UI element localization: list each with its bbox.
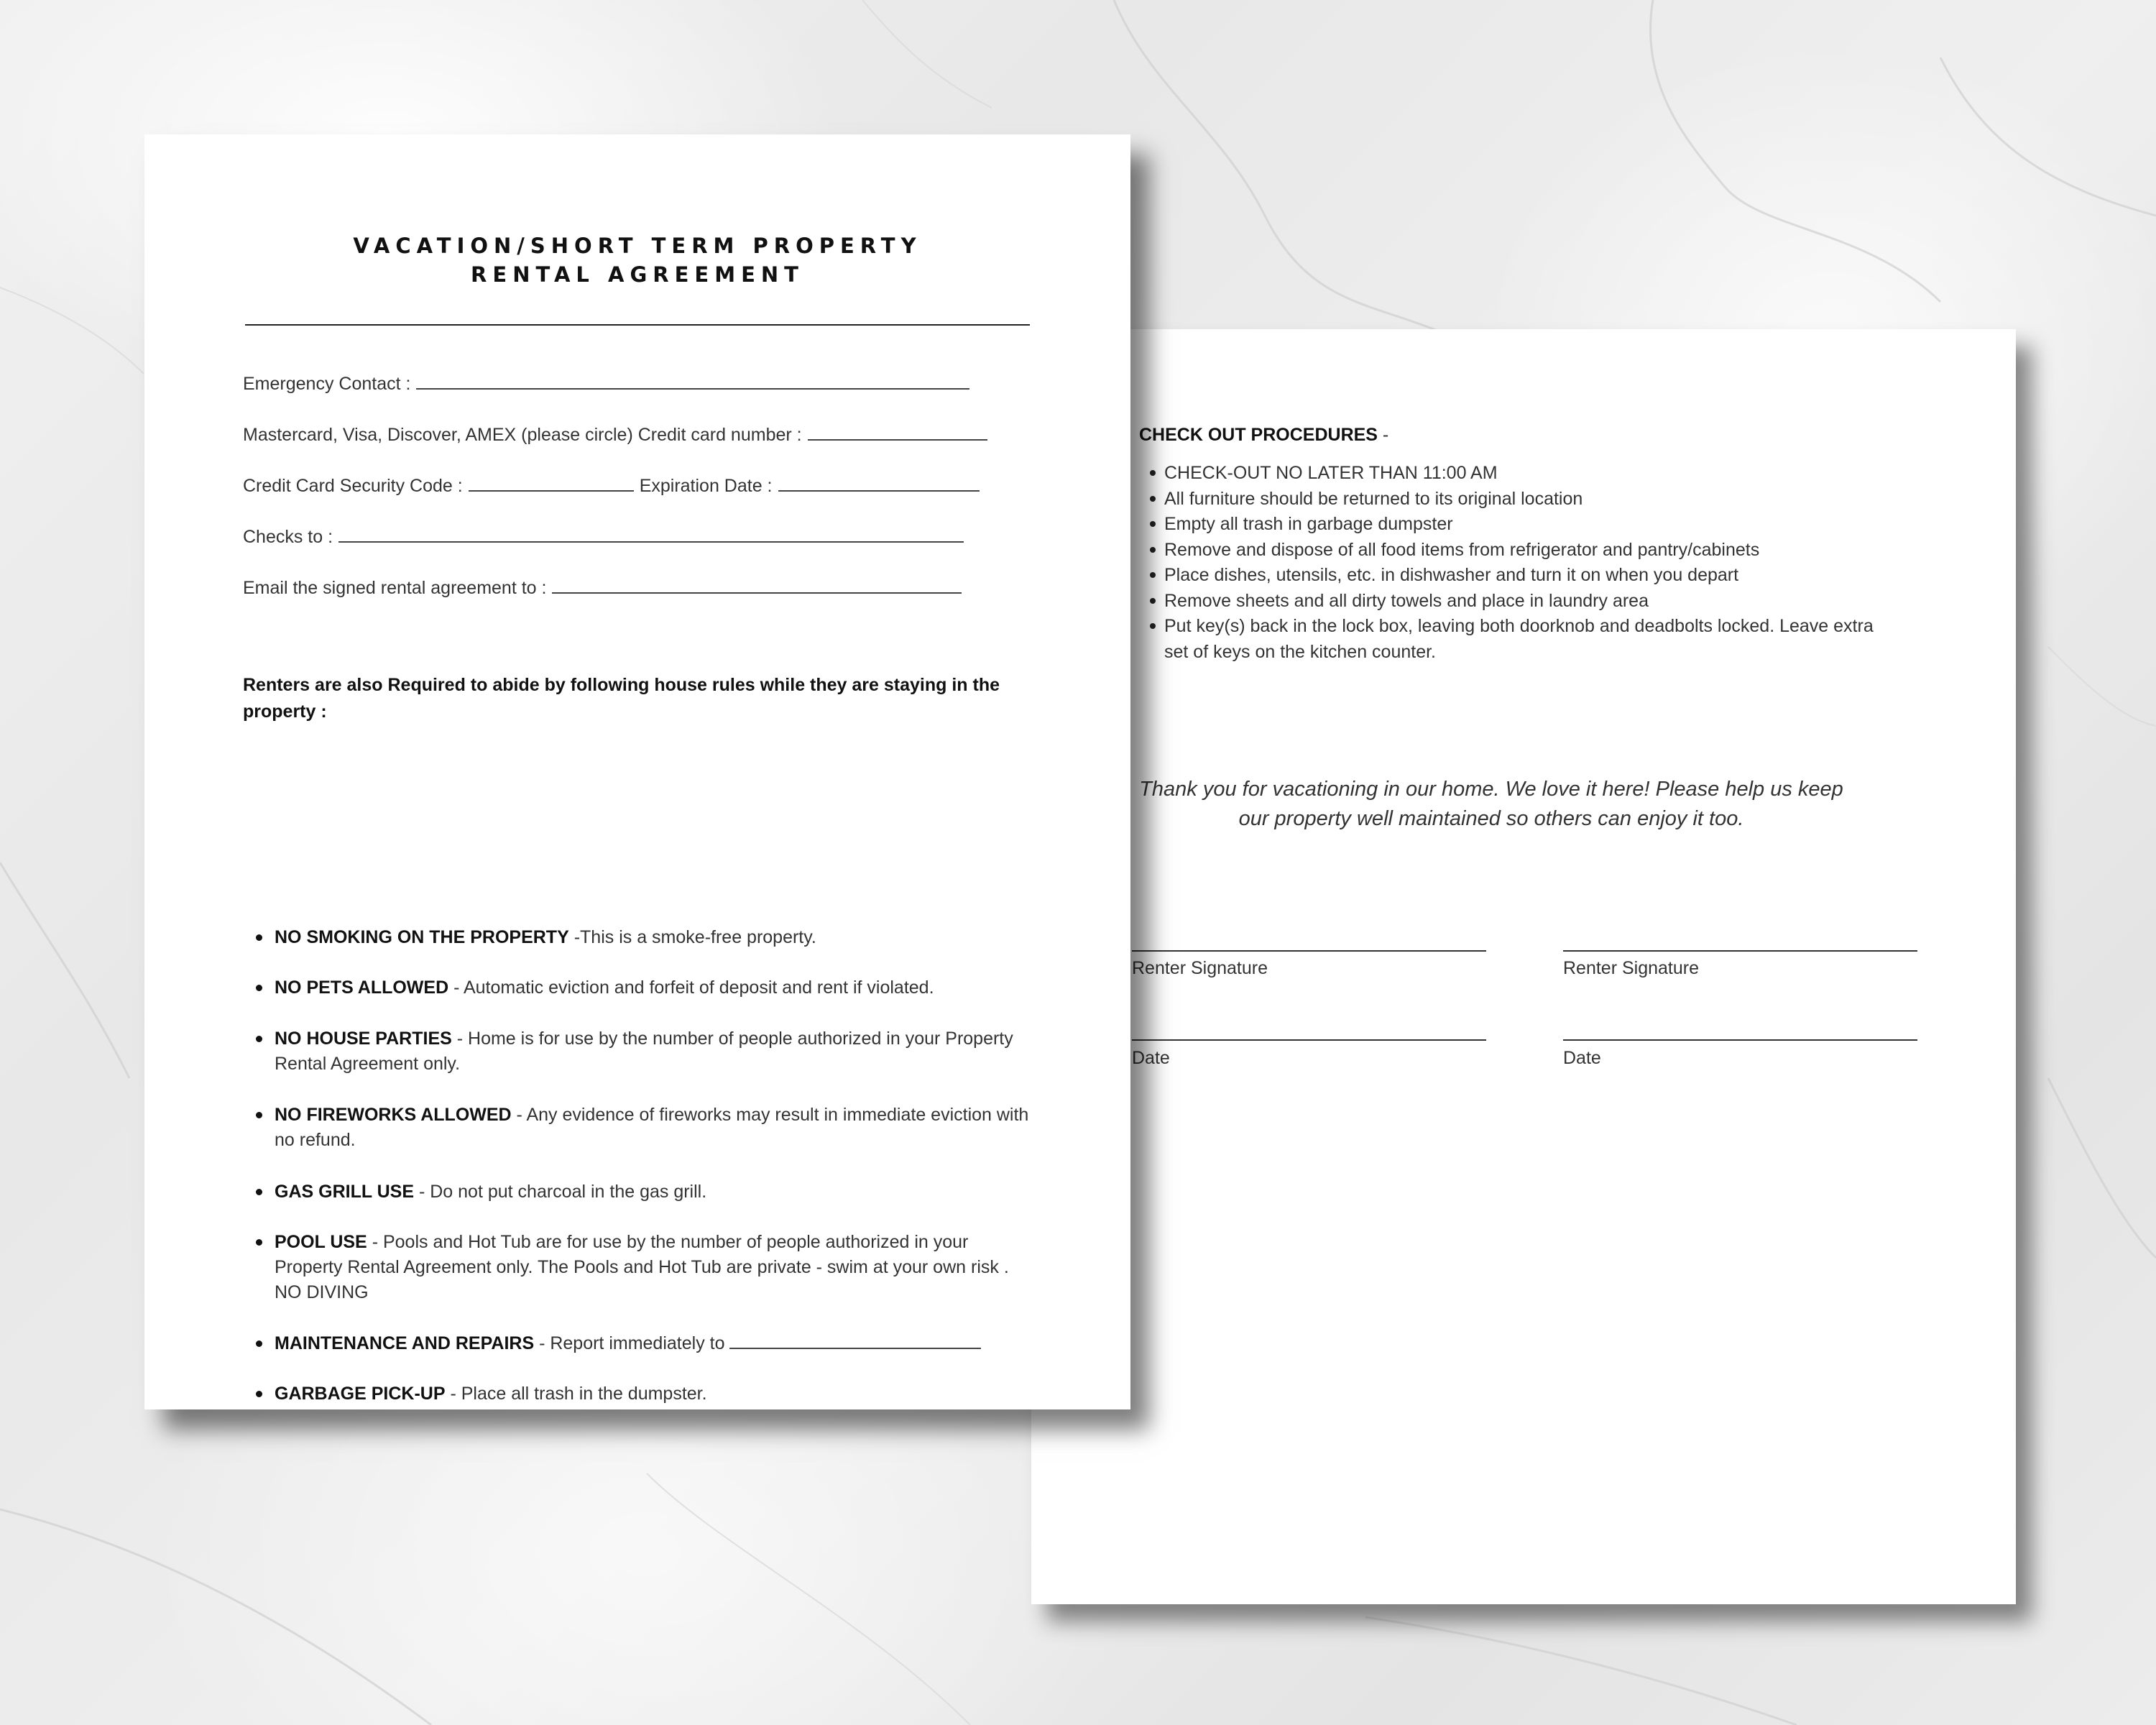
date-label-2: Date <box>1563 1048 1601 1068</box>
house-rules-intro: Renters are also Required to abide by following house rules while they are staying in the property : <box>243 675 1000 722</box>
bullet-icon <box>256 1391 262 1397</box>
checks-to-label: Checks to : <box>243 527 333 547</box>
emergency-contact-field[interactable] <box>416 374 969 390</box>
bullet-icon <box>256 1189 262 1195</box>
bullet-icon <box>256 1239 262 1246</box>
rule-no-smoking: NO SMOKING ON THE PROPERTY -This is a smoke-free property. <box>243 925 1041 950</box>
bullet-icon <box>1150 547 1156 553</box>
bullet-icon <box>256 985 262 991</box>
emergency-contact-label: Emergency Contact : <box>243 374 411 394</box>
credit-card-row <box>243 425 993 446</box>
title-line-2: RENTAL AGREEMENT <box>471 262 804 287</box>
bullet-icon <box>1150 598 1156 604</box>
rule-no-pets: NO PETS ALLOWED - Automatic eviction and forfeit of deposit and rent if violated. <box>243 975 1041 1000</box>
list-item: CHECK-OUT NO LATER THAN 11:00 AM <box>1164 461 1883 487</box>
bullet-icon <box>1150 496 1156 502</box>
rule-garbage: GARBAGE PICK-UP - Place all trash in the dumpster. <box>243 1381 1041 1407</box>
list-item: All furniture should be returned to its original location <box>1164 487 1883 512</box>
checkout-page <box>1031 329 2016 1604</box>
date-label-1: Date <box>1132 1048 1170 1068</box>
date-line-2[interactable] <box>1563 1039 1917 1041</box>
title-divider <box>245 324 1030 326</box>
expiration-date-label: Expiration Date : <box>639 476 773 496</box>
checkout-suffix: - <box>1377 425 1389 445</box>
checks-to-row <box>243 527 969 548</box>
checkout-list <box>1164 461 1883 665</box>
rule-maintenance: MAINTENANCE AND REPAIRS - Report immediately to <box>243 1331 1041 1356</box>
bullet-icon <box>1150 521 1156 527</box>
list-item: Put key(s) back in the lock box, leaving both doorknob and deadbolts locked. Leave extra set of keys on the kitchen counter. <box>1164 614 1883 665</box>
rule-pool-use: POOL USE - Pools and Hot Tub are for use by the number of people authorized in your Property Rental Agreement only. The Pools and Hot Tub are private - swim at your own risk . NO DIVING <box>243 1230 1041 1305</box>
security-code-row <box>243 476 985 497</box>
checkout-title: CHECK OUT PROCEDURES <box>1139 425 1378 445</box>
email-label: Email the signed rental agreement to : <box>243 578 547 598</box>
email-field[interactable] <box>552 578 962 594</box>
bullet-icon <box>1150 470 1156 476</box>
bullet-icon <box>256 1036 262 1042</box>
bullet-icon <box>256 1340 262 1347</box>
title-line-1: VACATION/SHORT TERM PROPERTY <box>353 234 922 258</box>
credit-card-label: Mastercard, Visa, Discover, AMEX (please circle) Credit card number : <box>243 425 802 445</box>
security-code-field[interactable] <box>469 476 634 492</box>
renter-signature-line-2[interactable] <box>1563 950 1917 952</box>
rule-gas-grill: GAS GRILL USE - Do not put charcoal in the gas grill. <box>243 1179 1041 1205</box>
renter-signature-line-1[interactable] <box>1132 950 1486 952</box>
date-line-1[interactable] <box>1132 1039 1486 1041</box>
email-row <box>243 578 967 599</box>
bullet-icon <box>1150 623 1156 629</box>
list-item: Place dishes, utensils, etc. in dishwasher and turn it on when you depart <box>1164 563 1883 589</box>
renter-signature-label-1: Renter Signature <box>1132 958 1268 978</box>
rule-no-fireworks: NO FIREWORKS ALLOWED - Any evidence of fireworks may result in immediate eviction with no refund. <box>243 1103 1041 1153</box>
checks-to-field[interactable] <box>338 527 964 543</box>
maintenance-contact-field[interactable] <box>729 1335 981 1349</box>
list-item: Remove sheets and all dirty towels and place in laundry area <box>1164 589 1883 615</box>
bullet-icon <box>256 1112 262 1118</box>
bullet-icon <box>1150 572 1156 578</box>
expiration-date-field[interactable] <box>778 476 980 492</box>
checkout-heading <box>1139 423 1388 448</box>
emergency-contact-row <box>243 374 975 395</box>
credit-card-number-field[interactable] <box>808 425 987 441</box>
thank-you-note: Thank you for vacationing in our home. We love it here! Please help us keep our property well maintained so others can enjoy it too. <box>1139 778 1843 830</box>
rule-no-house-parties: NO HOUSE PARTIES - Home is for use by the number of people authorized in your Property Rental Agreement only. <box>243 1026 1041 1077</box>
renter-signature-label-2: Renter Signature <box>1563 958 1700 978</box>
bullet-icon <box>256 934 262 941</box>
document-title <box>144 231 1130 289</box>
rental-agreement-page <box>144 134 1130 1409</box>
list-item: Empty all trash in garbage dumpster <box>1164 512 1883 538</box>
security-code-label: Credit Card Security Code : <box>243 476 463 496</box>
list-item: Remove and dispose of all food items from refrigerator and pantry/cabinets <box>1164 538 1883 564</box>
